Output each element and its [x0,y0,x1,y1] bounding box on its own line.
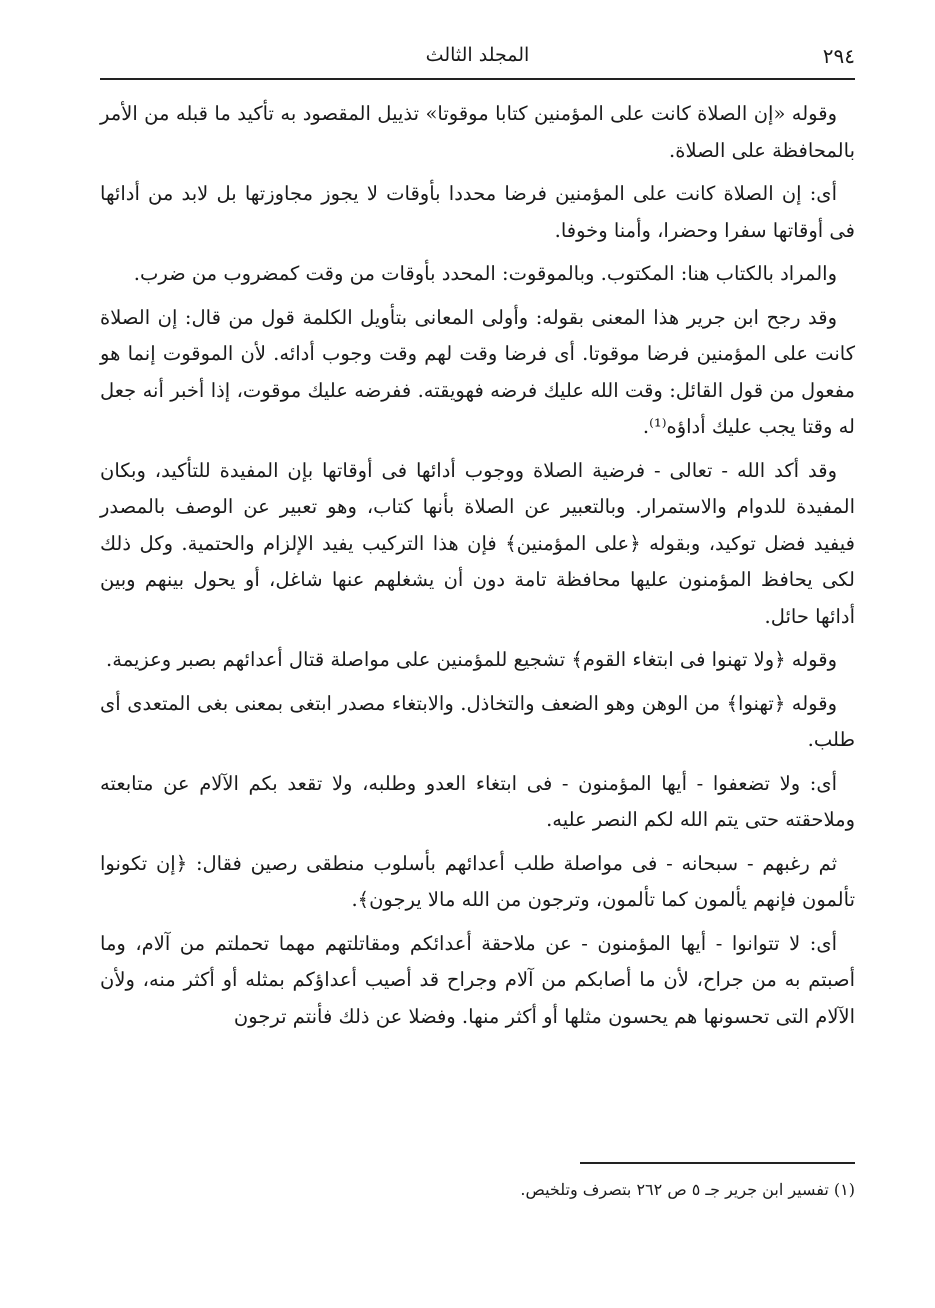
paragraph: وقد رجح ابن جرير هذا المعنى بقوله: وأولى المعانى بتأويل الكلمة قول من قال: إن الصلاة كانت على المؤمنين فرضا موقوتا. أى فرضا وقت لهم وقت وجوب أدائه. لأن الموقوت إنما هو مفعول من قول القائل: وقت الله عليك فرضه فهويقته. ففرضه عليك موقوت، إذا أخبر أنه جعل له وقتا يجب عليك أداؤه⁽¹⁾. [100,305,855,438]
page-header [100,38,855,80]
paragraph: وقوله ﴿تهنوا﴾ من الوهن وهو الضعف والتخاذل. والابتغاء مصدر ابتغى بمعنى بغى المتعدى أى طلب. [100,691,855,751]
volume-title: المجلد الثالث [425,44,530,66]
body-text [100,96,855,1042]
paragraph: والمراد بالكتاب هنا: المكتوب. وبالموقوت: المحدد بأوقات من وقت كمضروب من ضرب. [133,262,837,285]
paragraph: أى: لا تتوانوا - أيها المؤمنون - عن ملاحقة أعدائكم ومقاتلتهم مهما تحملتم من آلام، وما أصبتم به من جراح، لأن ما أصابكم من آلام وجراح قد أصيب أعداؤكم بمثله أو أكثر منه، ولأن الآلام التى تحسونها هم يحسون مثلها أو أكثر منها. وفضلا عن ذلك فأنتم ترجون [100,931,855,1028]
paragraph: وقوله «إن الصلاة كانت على المؤمنين كتابا موقوتا» تذييل المقصود به تأكيد ما قبله من الأمر بالمحافظة على الصلاة. [100,102,855,162]
footnote-divider [580,1162,855,1164]
paragraph: أى: إن الصلاة كانت على المؤمنين فرضا محددا بأوقات لا يجوز مجاوزتها بل لابد من أدائها فى أوقاتها سفرا وحضرا، وأمنا وخوفا. [100,182,855,242]
paragraph: ثم رغبهم - سبحانه - فى مواصلة طلب أعدائهم بأسلوب منطقى رصين فقال: ﴿إن تكونوا تألمون فإنهم يألمون كما تألمون، وترجون من الله مالا يرجون﴾. [100,851,855,911]
paragraph: وقد أكد الله - تعالى - فرضية الصلاة ووجوب أدائها فى أوقاتها بإن المفيدة للتأكيد، وبكان المفيدة للدوام والاستمرار. وبالتعبير عن الصلاة بأنها كتاب، وهو تعبير عن الوصف بالمصدر فيفيد فضل توكيد، وبقوله ﴿على المؤمنين﴾ فإن هذا التركيب يفيد الإلزام والحتمية. وكل ذلك لكى يحافظ المؤمنون عليها محافظة تامة دون أن يشغلهم عنها شاغل، أو يحول بينهم وبين أدائها حائل. [100,458,855,628]
paragraph: أى: ولا تضعفوا - أيها المؤمنون - فى ابتغاء العدو وطلبه، ولا تقعد بكم الآلام عن متابعته وملاحقته حتى يتم الله لكم النصر عليه. [100,771,855,831]
footnote: (١) تفسير ابن جرير جـ ٥ ص ٢٦٢ بتصرف وتلخيص. [520,1180,855,1199]
paragraph: وقوله ﴿ولا تهنوا فى ابتغاء القوم﴾ تشجيع للمؤمنين على مواصلة قتال أعدائهم بصبر وعزيمة. [106,648,837,671]
page-number: ٢٩٤ [822,44,855,68]
